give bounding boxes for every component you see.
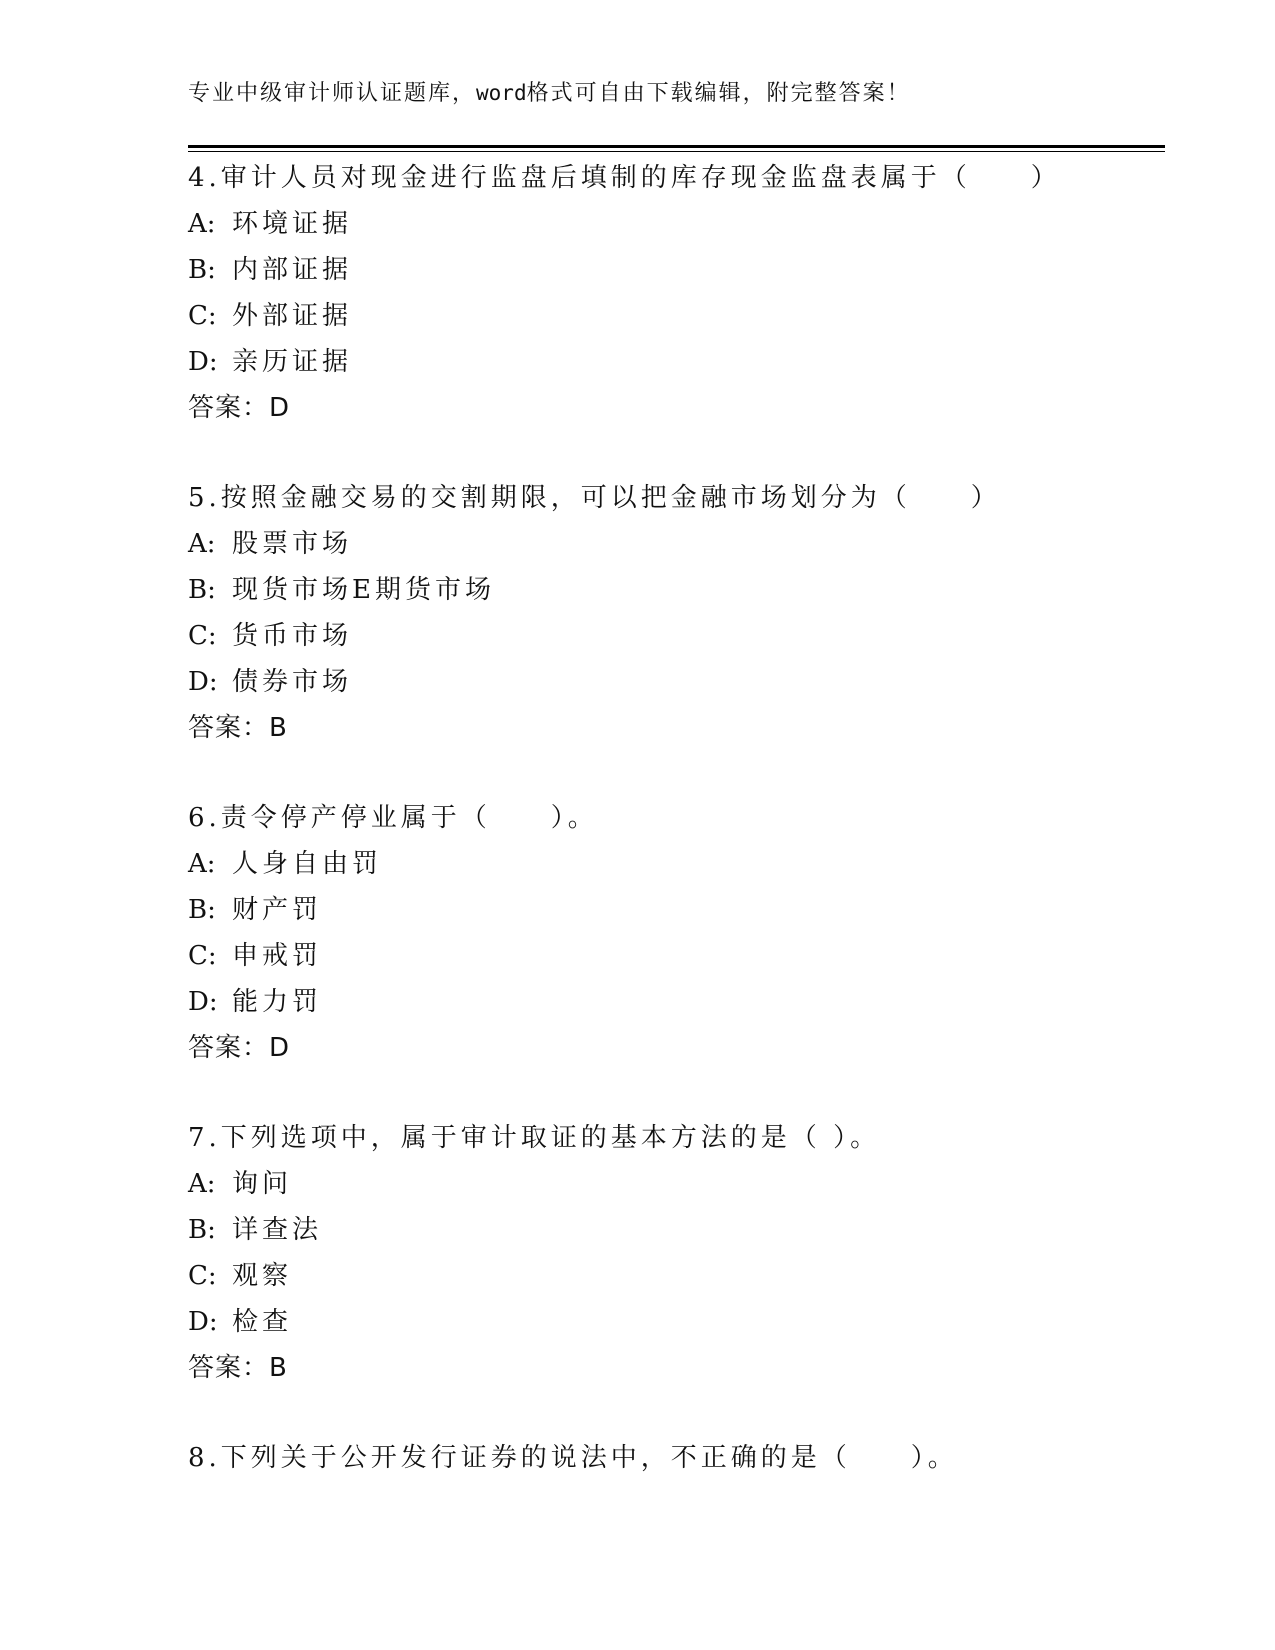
header-text-after: 格式可自由下载编辑，附完整答案！ [526, 81, 911, 106]
option-row [188, 659, 1165, 705]
option-letter: B: [188, 575, 216, 605]
question-stem: 8.下列关于公开发行证券的说法中，不正确的是（ ）。 [188, 1443, 958, 1473]
answer-line: 答案：B [188, 1353, 288, 1383]
option-letter: D: [188, 987, 218, 1017]
option-letter: B: [188, 895, 216, 925]
option-letter: C: [188, 941, 217, 971]
option-row [188, 201, 1165, 247]
question-item [188, 155, 1165, 431]
answer-line: 答案：D [188, 393, 291, 423]
question-list [188, 155, 1165, 1525]
option-letter: A: [188, 849, 216, 879]
option-text: 债券市场 [232, 667, 353, 697]
header-rule-thick [188, 145, 1165, 148]
option-text: 财产罚 [232, 895, 323, 925]
option-row [188, 567, 1165, 613]
question-stem: 7.下列选项中，属于审计取证的基本方法的是（ ）。 [188, 1123, 881, 1153]
question-stem: 6.责令停产停业属于（ ）。 [188, 803, 598, 833]
option-text: 检查 [232, 1307, 293, 1337]
option-letter: B: [188, 1215, 216, 1245]
option-letter: D: [188, 347, 218, 377]
answer-line: 答案：D [188, 1033, 291, 1063]
option-text: 内部证据 [232, 255, 353, 285]
option-letter: C: [188, 1261, 217, 1291]
option-text: 申戒罚 [232, 941, 323, 971]
header-rule-thin [188, 151, 1165, 152]
option-letter: C: [188, 621, 217, 651]
option-text: 能力罚 [232, 987, 323, 1017]
option-row [188, 1161, 1165, 1207]
option-letter: B: [188, 255, 216, 285]
option-text: 货币市场 [232, 621, 353, 651]
option-row [188, 841, 1165, 887]
option-text: 外部证据 [232, 301, 353, 331]
question-item [188, 795, 1165, 1071]
option-letter: A: [188, 529, 216, 559]
document-header [188, 76, 911, 107]
option-letter: A: [188, 209, 216, 239]
option-row [188, 1207, 1165, 1253]
option-text: 详查法 [232, 1215, 323, 1245]
answer-line: 答案：B [188, 713, 288, 743]
option-letter: C: [188, 301, 217, 331]
option-text: 观察 [232, 1261, 293, 1291]
header-text-word: word [476, 81, 527, 105]
header-text-before: 专业中级审计师认证题库， [188, 81, 477, 106]
option-text: 询问 [232, 1169, 293, 1199]
question-stem: 5.按照金融交易的交割期限，可以把金融市场划分为（ ） [188, 483, 1001, 513]
question-item [188, 1435, 1165, 1481]
option-row [188, 613, 1165, 659]
option-row [188, 887, 1165, 933]
option-text: 现货市场E期货市场 [232, 575, 495, 605]
option-text: 股票市场 [232, 529, 353, 559]
option-text: 人身自由罚 [232, 849, 383, 879]
option-row [188, 521, 1165, 567]
question-item [188, 1115, 1165, 1391]
option-row [188, 979, 1165, 1025]
option-letter: D: [188, 1307, 218, 1337]
option-row [188, 247, 1165, 293]
option-text: 亲历证据 [232, 347, 353, 377]
option-row [188, 1253, 1165, 1299]
option-letter: D: [188, 667, 218, 697]
option-row [188, 1299, 1165, 1345]
option-row [188, 293, 1165, 339]
option-row [188, 933, 1165, 979]
question-item [188, 475, 1165, 751]
question-stem: 4.审计人员对现金进行监盘后填制的库存现金监盘表属于（ ） [188, 163, 1061, 193]
option-row [188, 339, 1165, 385]
option-letter: A: [188, 1169, 216, 1199]
option-text: 环境证据 [232, 209, 353, 239]
